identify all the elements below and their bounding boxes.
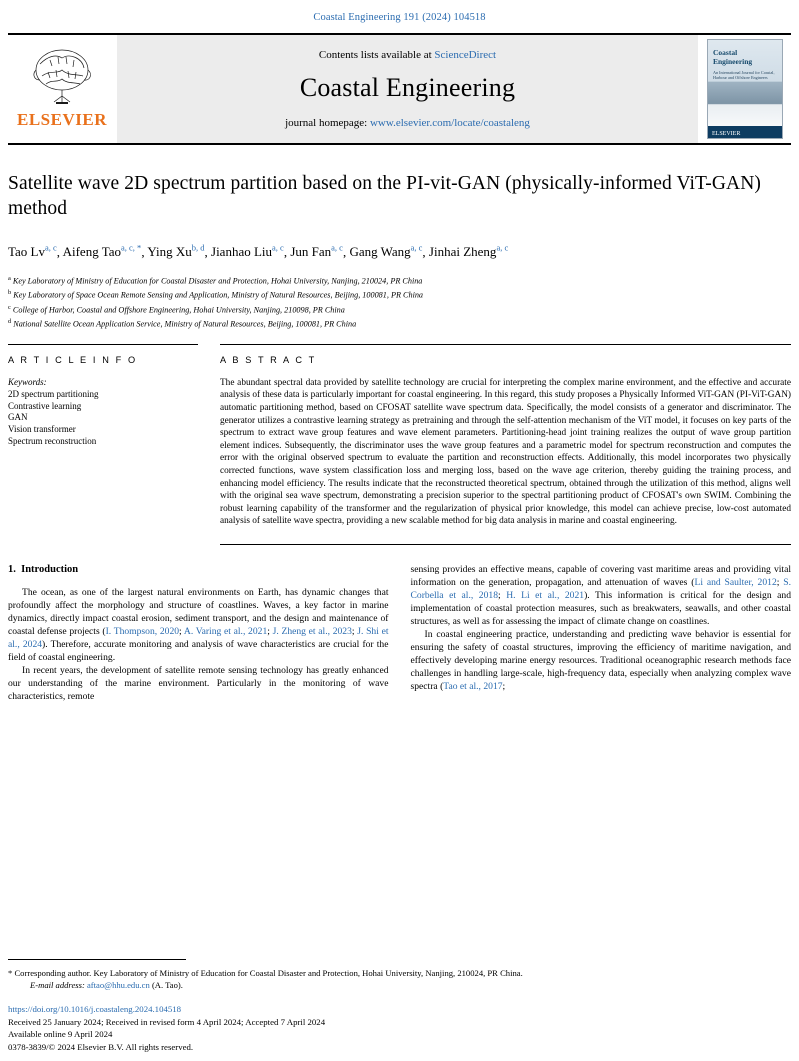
body-column-left xyxy=(8,563,389,703)
sciencedirect-link[interactable]: ScienceDirect xyxy=(434,49,497,61)
keyword-item: GAN xyxy=(8,412,28,423)
email-suffix: (A. Tao). xyxy=(151,980,183,991)
affiliation-mark: b xyxy=(8,289,12,297)
page-footer xyxy=(8,959,791,1053)
paragraph: sensing provides an effective means, capable of covering vast maritime areas and providing vital information on the generation, propagation, and attenuation of waves (Li and Saulter, 2012; S. Corbella et al., 2018; H. Li et al., 2021). This information is critical for the design and implementation of coastal protection measures, such as breakwaters, seawalls, and other coastal structures, as well as for assessing the impact of climate change on coastlines. xyxy=(410,564,792,628)
cover-subtitle: An International Journal for Coastal, Harbour and Offshore Engineers xyxy=(713,70,775,80)
email-label: E-mail address: xyxy=(30,980,85,991)
body-columns xyxy=(8,563,791,703)
info-abstract-region xyxy=(8,344,791,545)
affiliation-text: National Satellite Ocean Application Service, Ministry of Natural Resources, Beijing, 100081, PR China xyxy=(13,319,357,329)
affiliation-text: Key Laboratory of Space Ocean Remote Sensing and Application, Ministry of Natural Resources, Beijing, 100081, PR China xyxy=(13,291,424,301)
masthead-center xyxy=(116,35,699,143)
footer-meta xyxy=(8,1003,791,1053)
citation-link[interactable]: Tao et al., 2017 xyxy=(443,681,503,693)
cover-publisher: ELSEVIER xyxy=(712,131,741,137)
affiliation-mark: c xyxy=(8,303,11,311)
keyword-item: Spectrum reconstruction xyxy=(8,436,97,447)
author-name: Jianhao Liu xyxy=(211,244,273,260)
author-affil-marks: b, d xyxy=(191,243,205,253)
keywords-label: Keywords: xyxy=(8,376,47,387)
affiliation-mark: d xyxy=(8,317,12,325)
citation-link[interactable]: A. Varing et al., 2021 xyxy=(183,626,268,638)
email-link[interactable]: aftao@hhu.edu.cn xyxy=(86,980,150,991)
copyright-line: 0378-3839/© 2024 Elsevier B.V. All rights reserved. xyxy=(8,1041,194,1052)
affiliation-text: College of Harbor, Coastal and Offshore Engineering, Hohai University, Nanjing, 210098, PR China xyxy=(12,305,345,315)
affiliation-mark: a xyxy=(8,275,11,283)
citation-link[interactable]: H. Li et al., 2021 xyxy=(506,590,585,602)
received-dates: Received 25 January 2024; Received in revised form 4 April 2024; Accepted 7 April 2024 xyxy=(8,1016,326,1027)
section-number: 1. xyxy=(8,564,16,576)
author-affil-marks: a, c, * xyxy=(121,243,142,253)
doi-link[interactable]: https://doi.org/10.1016/j.coastaleng.2024.104518 xyxy=(8,1004,182,1015)
cover-title: Coastal Engineering xyxy=(713,48,753,66)
author-affil-marks: a, c xyxy=(45,243,57,253)
keyword-item: Vision transformer xyxy=(8,424,76,435)
contents-line xyxy=(319,49,496,61)
info-rule xyxy=(8,344,198,345)
citation-link[interactable]: J. Zheng et al., 2023 xyxy=(272,626,352,638)
citation-link[interactable]: I. Thompson, 2020 xyxy=(105,626,180,638)
affiliation-item xyxy=(8,273,791,287)
paragraph: In coastal engineering practice, understanding and predicting wave behavior is essential for ensuring the safety of coastal structures, improving the efficiency of maritime navigation, and effectively developing marine energy resources. Traditional oceanographic research methods face challenges in handling large-scale, high-frequency data, especially when analyzing complex wave spectra (Tao et al., 2017; xyxy=(410,629,791,693)
abstract-heading: A B S T R A C T xyxy=(220,354,317,365)
abstract-text: The abundant spectral data provided by satellite technology are crucial for interpreting the complex marine environment, and the effective and accurate analysis of these data is particularly important for coastal engineering. In this regard, this study proposes a Physically Informed ViT-GAN (PI-ViT-GAN) automatic partitioning method, based on CFOSAT satellite wave spectrum data. Specifically, the model consists of a generator and discriminator. The generator utilizes a contrastive learning strategy as pretraining and through the self-attention mechanism of the ViT model, it focuses on key parts of the spectrum to extract wave group features and wave element parameters. Partitioning-head joint training realizes the output of wave group partition element indices. Subsequently, the discriminator uses the wave group features and a parametric model for spectrum reconstruction and computes the error with the original observed spectrum to evaluate the partition and reconstruction effects. Additionally, this model incorporates two physically corrected functions, wave system classification loss and merging loss, based on the wave age criterion, thereby guiding the training process, and enhancing model efficiency. The results indicate that the reconstructed theoretical spectrum, obtained through the utilization of this method, aligns well with the original sea wave spectrum, demonstrating a precision superior to the spectral partitioning product of CFOSAT's own SWIM. Combining the robust learning capability of the transformer and the regularization of physical prior knowledge, this model can achieve precise, low-cost automated analysis of satellite wave spectra, providing a new scalable method for big data analysis in marine and coastal engineering. xyxy=(220,377,791,527)
paragraph: In recent years, the development of satellite remote sensing technology has greatly enhanced our understanding of the marine environment. Particularly in the monitoring of wave characteristics, remote xyxy=(8,665,389,703)
author xyxy=(63,244,142,259)
author-list: Tao Lv$^{a, c}$, Aifeng Tao$^{a, c, *}$, Ying Xu$^{b, d}$, Jianhao Liu$^{a, c}$, Jun Fan$^{a, c}$, Gang Wang$^{a, c}$, Jinhai Zheng$^{a, c}$ xyxy=(8,243,509,260)
paragraph: The ocean, as one of the largest natural environments on Earth, has dynamic changes that profoundly affect the morphology and structure of coastlines. Waves, a key factor in marine dynamics, directly impact coastal erosion, sediment transport, and the design and maintenance of coastal defense projects (I. Thompson, 2020; A. Varing et al., 2021; J. Zheng et al., 2023; J. Shi et al., 2024). Therefore, accurate monitoring and analysis of wave characteristics are crucial for the field of coastal engineering. xyxy=(8,587,389,664)
author-name: Tao Lv xyxy=(8,244,45,260)
abstract-bottom-rule xyxy=(220,544,791,545)
homepage-line xyxy=(285,117,530,129)
affiliation-list xyxy=(8,273,791,330)
contents-prefix: Contents lists available at xyxy=(318,49,435,61)
homepage-prefix: journal homepage: xyxy=(285,117,370,129)
author-affil-marks: a, c xyxy=(331,243,343,253)
author xyxy=(147,244,204,259)
author xyxy=(349,244,422,259)
journal-cover xyxy=(699,35,791,143)
publisher-name: ELSEVIER xyxy=(17,110,107,129)
author-affil-marks: a, c xyxy=(272,243,284,253)
affiliation-item xyxy=(8,316,791,330)
keyword-item: 2D spectrum partitioning xyxy=(8,388,99,399)
running-head: Coastal Engineering 191 (2024) 104518 xyxy=(313,12,486,23)
homepage-link[interactable]: www.elsevier.com/locate/coastaleng xyxy=(369,117,530,129)
section-name: Introduction xyxy=(21,564,79,576)
keywords-list xyxy=(8,389,198,448)
available-online: Available online 9 April 2024 xyxy=(8,1029,113,1040)
email-note xyxy=(8,979,791,991)
author-name: Jinhai Zheng xyxy=(428,244,497,260)
affiliation-item xyxy=(8,287,791,301)
article-info-heading: A R T I C L E I N F O xyxy=(8,354,138,365)
journal-masthead xyxy=(8,33,791,145)
cover-thumbnail xyxy=(707,39,783,139)
citation-link[interactable]: S. Corbella et al., 2018 xyxy=(410,577,791,602)
affiliation-item xyxy=(8,302,791,316)
author-affil-marks: a, c xyxy=(496,243,509,253)
journal-title: Coastal Engineering xyxy=(299,73,516,102)
corresponding-author-note: * Corresponding author. Key Laboratory of Ministry of Education for Coastal Disaster and Protection, Hohai University, Nanjing, 210024, PR China. xyxy=(8,968,523,979)
affiliation-text: Key Laboratory of Ministry of Education for Coastal Disaster and Protection, Hohai University, Nanjing, 210024, PR China xyxy=(12,277,423,287)
footnote-rule xyxy=(8,959,186,960)
section-heading xyxy=(8,563,389,576)
elsevier-tree-icon xyxy=(26,46,98,108)
publisher-logo xyxy=(8,35,116,143)
author-name: Aifeng Tao xyxy=(62,244,122,260)
abstract-rule xyxy=(220,344,791,345)
article-info-column xyxy=(8,344,220,545)
body-column-right xyxy=(411,563,792,703)
title-block xyxy=(8,171,791,330)
author xyxy=(429,244,508,259)
citation-link[interactable]: Li and Saulter, 2012 xyxy=(694,577,777,589)
author-name: Ying Xu xyxy=(147,244,192,260)
author-name: Jun Fan xyxy=(290,244,332,260)
author xyxy=(290,244,343,259)
author-name: Gang Wang xyxy=(349,244,411,260)
keyword-item: Contrastive learning xyxy=(8,400,82,411)
citation-link[interactable]: J. Shi et al., 2024 xyxy=(8,626,389,651)
page-title: Satellite wave 2D spectrum partition based on the PI-vit-GAN (physically-informed ViT-GAN) method xyxy=(8,173,761,219)
abstract-column xyxy=(220,344,791,545)
author-affil-marks: a, c xyxy=(410,243,423,253)
author xyxy=(8,244,57,259)
author xyxy=(211,244,284,259)
